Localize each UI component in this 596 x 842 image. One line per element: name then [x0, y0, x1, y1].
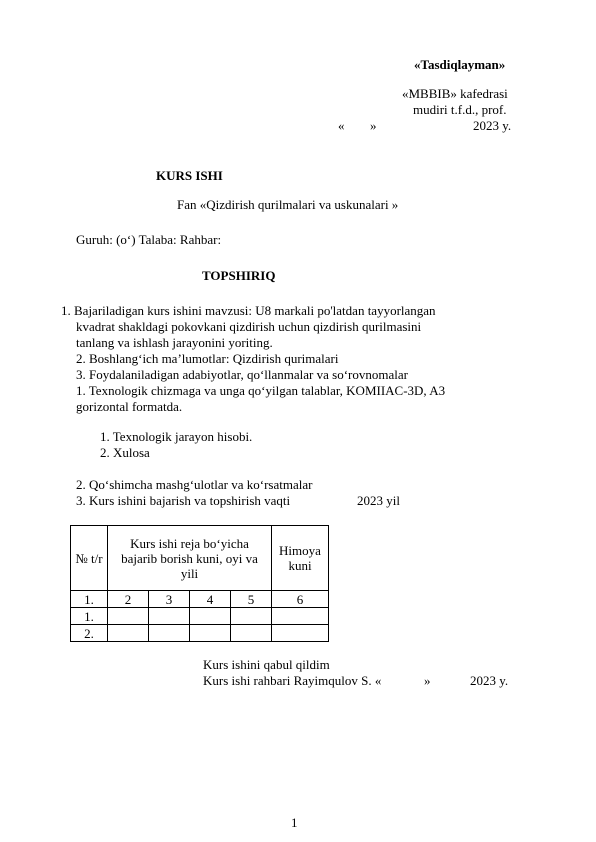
task-item-topic: 1. Bajariladigan kurs ishini mavzusi: U8 markali po'latdan tayyorlangan — [61, 303, 436, 318]
approval-date-year: 2023 y. — [473, 118, 512, 133]
table-cell: 2. — [71, 625, 108, 642]
table-cell: 3 — [149, 591, 190, 608]
table-cell: 2 — [108, 591, 149, 608]
table-row — [71, 625, 329, 642]
supervisor-line: Kurs ishi rahbari Rayimqulov S. « — [203, 673, 382, 688]
supervisor-year: 2023 y. — [470, 673, 509, 688]
approval-date-open-quote: « — [338, 118, 345, 133]
approval-position: mudiri t.f.d., prof. — [413, 102, 507, 117]
task-heading: TOPSHIRIQ — [202, 268, 276, 283]
table-cell — [272, 608, 329, 625]
table-cell — [190, 608, 231, 625]
table-cell — [231, 608, 272, 625]
table-cell — [108, 625, 149, 642]
table-row — [71, 608, 329, 625]
table-cell — [190, 625, 231, 642]
approval-title: «Tasdiqlayman» — [414, 57, 506, 72]
task-item-literature: 3. Foydalaniladigan adabiyotlar, qo‘llanmalar va so‘rovnomalar — [76, 367, 408, 382]
subject-line: Fan «Qizdirish qurilmalari va uskunalari » — [177, 197, 399, 212]
table-cell — [149, 608, 190, 625]
approval-department: «MBBIB» kafedrasi — [402, 86, 508, 101]
table-cell: 1. — [71, 591, 108, 608]
schedule-table — [70, 525, 329, 642]
page-number: 1 — [291, 815, 298, 830]
sublist-item-1: 1. Texnologik jarayon hisobi. — [100, 429, 253, 444]
table-header-plan: Kurs ishi reja bo‘yicha bajarib borish kuni, oyi va yili — [108, 526, 272, 591]
accepted-line: Kurs ishini qabul qildim — [203, 657, 330, 672]
task-item-topic-cont-1: kvadrat shakldagi pokovkani qizdirish uchun qizdirish qurilmasini — [76, 319, 422, 334]
group-student-supervisor-line: Guruh: (o‘) Talaba: Rahbar: — [76, 232, 222, 247]
table-numbering-row — [71, 591, 329, 608]
task-item-deadline: 3. Kurs ishini bajarish va topshirish vaqti — [76, 493, 291, 508]
table-cell — [231, 625, 272, 642]
table-cell — [108, 608, 149, 625]
table-cell: 4 — [190, 591, 231, 608]
table-header-defense: Himoya kuni — [272, 526, 329, 591]
task-item-topic-cont-2: tanlang va ishlash jarayonini yoriting. — [76, 335, 273, 350]
task-item-extra: 2. Qo‘shimcha mashg‘ulotlar va ko‘rsatmalar — [76, 477, 313, 492]
approval-date-close-quote: » — [370, 118, 377, 133]
document-heading: KURS ISHI — [156, 168, 223, 183]
task-item-drawing: 1. Texnologik chizmaga va unga qo‘yilgan talablar, KOMIIAC-3D, A3 — [76, 383, 446, 398]
task-item-drawing-cont: gorizontal formatda. — [76, 399, 183, 414]
table-cell: 5 — [231, 591, 272, 608]
table-cell — [149, 625, 190, 642]
table-cell — [272, 625, 329, 642]
supervisor-close-quote: » — [424, 673, 431, 688]
table-header-number: № t/r — [71, 526, 108, 591]
task-item-initial-data: 2. Boshlang‘ich ma’lumotlar: Qizdirish qurimalari — [76, 351, 339, 366]
table-cell: 1. — [71, 608, 108, 625]
task-item-deadline-year: 2023 yil — [357, 493, 400, 508]
sublist-item-2: 2. Xulosa — [100, 445, 150, 460]
table-cell: 6 — [272, 591, 329, 608]
